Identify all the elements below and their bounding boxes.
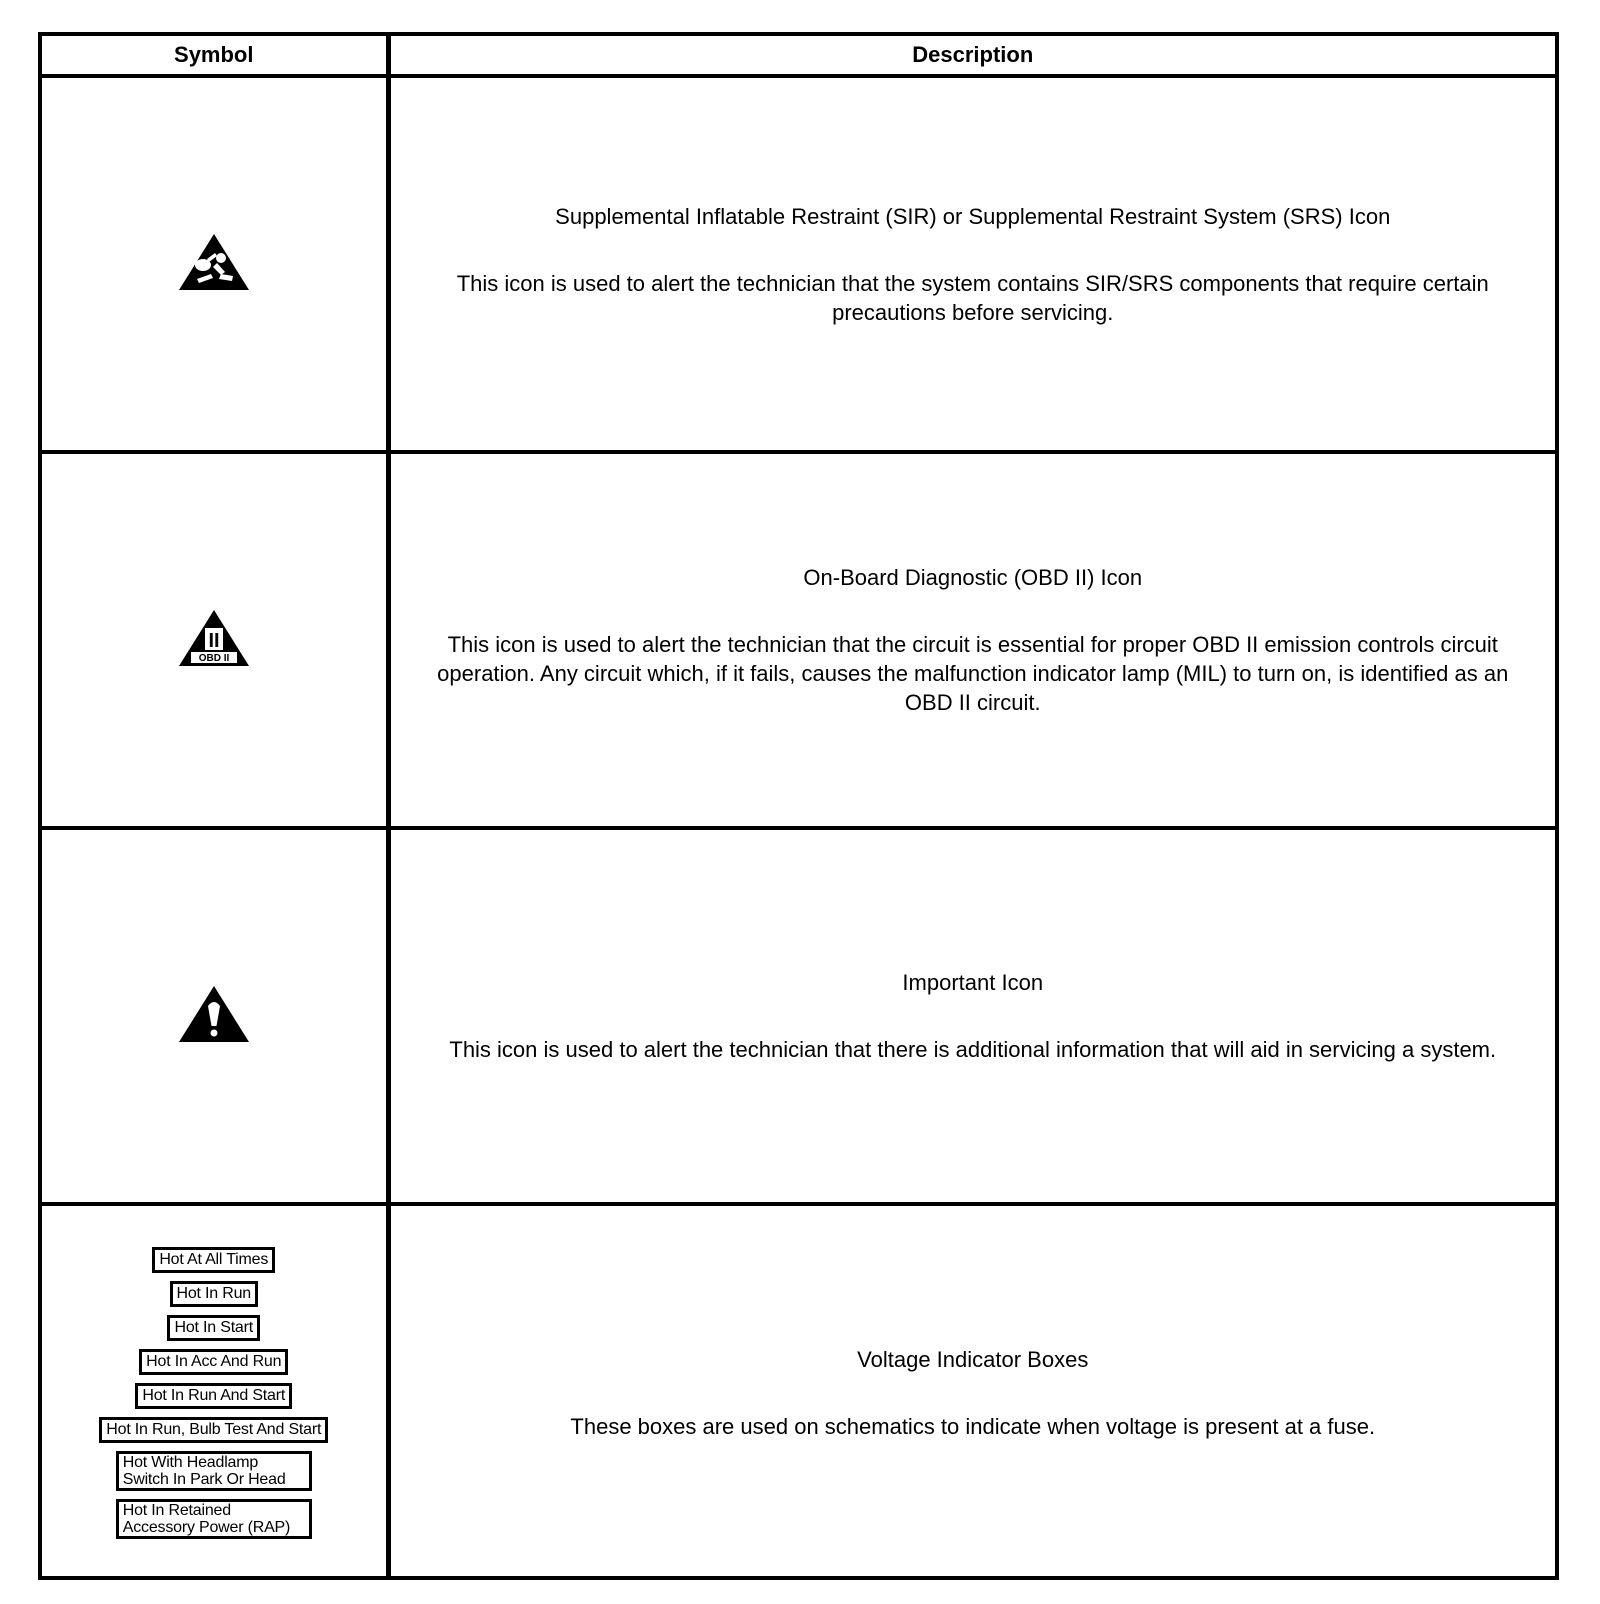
symbol-cell <box>42 452 388 828</box>
voltage-box-line: Hot With Headlamp <box>122 1454 259 1471</box>
symbol-cell <box>42 1204 388 1580</box>
description-text: This icon is used to alert the technician that the system contains SIR/SRS components that require certain precautions before servicing. <box>456 270 1489 325</box>
symbol-legend-table <box>38 32 1559 1580</box>
obd-ii-triangle-icon <box>177 608 251 668</box>
voltage-box-hot-in-start: Hot In Start <box>167 1315 260 1341</box>
description-title: On-Board Diagnostic (OBD II) Icon <box>803 565 1143 590</box>
description-text: This icon is used to alert the technician that there is additional information that will aid in servicing a system. <box>449 1037 1497 1062</box>
voltage-box-hot-in-rap <box>116 1499 312 1539</box>
obd-icon-numeral: II <box>208 629 220 652</box>
description-column-header: Description <box>388 36 1555 76</box>
symbol-cell <box>42 76 388 452</box>
table-row <box>42 452 1555 828</box>
obd-icon-label: OBD II <box>198 652 230 664</box>
voltage-box-hot-in-acc-and-run: Hot In Acc And Run <box>139 1349 288 1375</box>
voltage-box-line: Hot In Retained <box>122 1502 231 1519</box>
description-cell <box>388 76 1555 452</box>
sir-airbag-triangle-icon <box>177 232 251 292</box>
voltage-box-line: Accessory Power (RAP) <box>122 1519 291 1536</box>
voltage-box-hot-with-headlamp <box>116 1451 312 1491</box>
description-cell <box>388 452 1555 828</box>
voltage-box-line: Switch In Park Or Head <box>122 1471 286 1488</box>
description-cell <box>388 1204 1555 1580</box>
symbol-column-header: Symbol <box>42 36 388 76</box>
description-cell <box>388 828 1555 1204</box>
symbol-cell <box>42 828 388 1204</box>
voltage-box-hot-in-run-bulb-test-and-start: Hot In Run, Bulb Test And Start <box>99 1417 328 1443</box>
voltage-box-hot-in-run: Hot In Run <box>170 1281 259 1307</box>
header-row <box>42 36 1555 76</box>
symbols-table <box>42 36 1555 1580</box>
description-text: This icon is used to alert the technician that the circuit is essential for proper OBD II emission controls circuit operation. Any circuit which, if it fails, causes the malfunction indicator lamp (MIL) to turn on, is identified as an OBD II circuit. <box>437 632 1509 715</box>
table-row <box>42 76 1555 452</box>
voltage-indicator-boxes <box>42 1247 386 1539</box>
voltage-box-hot-in-run-and-start: Hot In Run And Start <box>135 1383 292 1409</box>
table-row <box>42 1204 1555 1580</box>
description-title: Voltage Indicator Boxes <box>857 1347 1089 1372</box>
table-row <box>42 828 1555 1204</box>
voltage-box-hot-at-all-times: Hot At All Times <box>152 1247 275 1273</box>
description-title: Supplemental Inflatable Restraint (SIR) or Supplemental Restraint System (SRS) Icon <box>555 203 1391 229</box>
description-title: Important Icon <box>902 970 1044 995</box>
description-text: These boxes are used on schematics to indicate when voltage is present at a fuse. <box>570 1414 1376 1439</box>
important-exclamation-triangle-icon <box>177 984 251 1044</box>
